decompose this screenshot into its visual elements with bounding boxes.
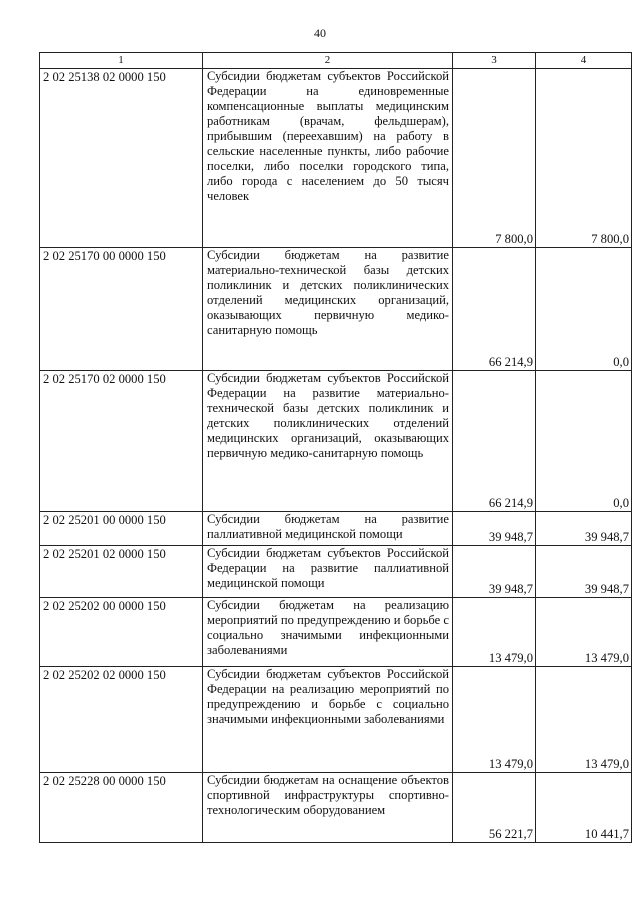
table-row xyxy=(40,667,632,773)
budget-code: 2 02 25170 00 0000 150 xyxy=(40,248,203,371)
budget-code: 2 02 25138 02 0000 150 xyxy=(40,69,203,248)
budget-code: 2 02 25170 02 0000 150 xyxy=(40,371,203,512)
budget-code: 2 02 25201 00 0000 150 xyxy=(40,512,203,546)
budget-code: 2 02 25202 02 0000 150 xyxy=(40,667,203,773)
budget-description: Субсидии бюджетам субъектов Российской Федерации на реализацию мероприятий по предупреждению и борьбе с социально значимыми инфекционными заболеваниями xyxy=(203,667,453,773)
amount-col3: 56 221,7 xyxy=(453,773,536,843)
column-number: 3 xyxy=(453,53,536,69)
budget-description: Субсидии бюджетам субъектов Российской Федерации на развитие материально-технической базы детских поликлиник и детских поликлинических отделений медицинских организаций, оказывающих первичную медико-санитарную помощь xyxy=(203,371,453,512)
budget-code: 2 02 25201 02 0000 150 xyxy=(40,546,203,598)
budget-description: Субсидии бюджетам на оснащение объектов спортивной инфраструктуры спортивно-технологическим оборудованием xyxy=(203,773,453,843)
amount-col4: 7 800,0 xyxy=(536,69,632,248)
page-number: 40 xyxy=(314,26,326,40)
budget-code: 2 02 25228 00 0000 150 xyxy=(40,773,203,843)
amount-col3: 66 214,9 xyxy=(453,248,536,371)
budget-description: Субсидии бюджетам на развитие материально-технической базы детских поликлиник и детских поликлинических отделений медицинских организаций, оказывающих первичную медико-санитарную помощь xyxy=(203,248,453,371)
table-row xyxy=(40,773,632,843)
budget-description: Субсидии бюджетам субъектов Российской Федерации на развитие паллиативной медицинской помощи xyxy=(203,546,453,598)
column-number: 2 xyxy=(203,53,453,69)
amount-col3: 7 800,0 xyxy=(453,69,536,248)
amount-col4: 13 479,0 xyxy=(536,667,632,773)
amount-col4: 39 948,7 xyxy=(536,512,632,546)
amount-col4: 13 479,0 xyxy=(536,598,632,667)
table-row xyxy=(40,598,632,667)
budget-description: Субсидии бюджетам на развитие паллиативной медицинской помощи xyxy=(203,512,453,546)
budget-table xyxy=(39,52,632,843)
budget-description: Субсидии бюджетам субъектов Российской Федерации на единовременные компенсационные выплаты медицинским работникам (врачам, фельдшерам), прибывшим (переехавшим) на работу в сельские населенные пункты, либо рабочие поселки, либо поселки городского типа, либо города с населением до 50 тысяч человек xyxy=(203,69,453,248)
column-number-row xyxy=(40,53,632,69)
budget-description: Субсидии бюджетам на реализацию мероприятий по предупреждению и борьбе с социально значимыми инфекционными заболеваниями xyxy=(203,598,453,667)
amount-col4: 39 948,7 xyxy=(536,546,632,598)
column-number: 4 xyxy=(536,53,632,69)
column-number: 1 xyxy=(40,53,203,69)
table-row xyxy=(40,248,632,371)
amount-col3: 13 479,0 xyxy=(453,598,536,667)
table-row xyxy=(40,546,632,598)
amount-col4: 10 441,7 xyxy=(536,773,632,843)
amount-col3: 13 479,0 xyxy=(453,667,536,773)
amount-col3: 66 214,9 xyxy=(453,371,536,512)
budget-code: 2 02 25202 00 0000 150 xyxy=(40,598,203,667)
table-row xyxy=(40,512,632,546)
table-row xyxy=(40,371,632,512)
table-row xyxy=(40,69,632,248)
amount-col4: 0,0 xyxy=(536,248,632,371)
amount-col3: 39 948,7 xyxy=(453,512,536,546)
amount-col4: 0,0 xyxy=(536,371,632,512)
amount-col3: 39 948,7 xyxy=(453,546,536,598)
